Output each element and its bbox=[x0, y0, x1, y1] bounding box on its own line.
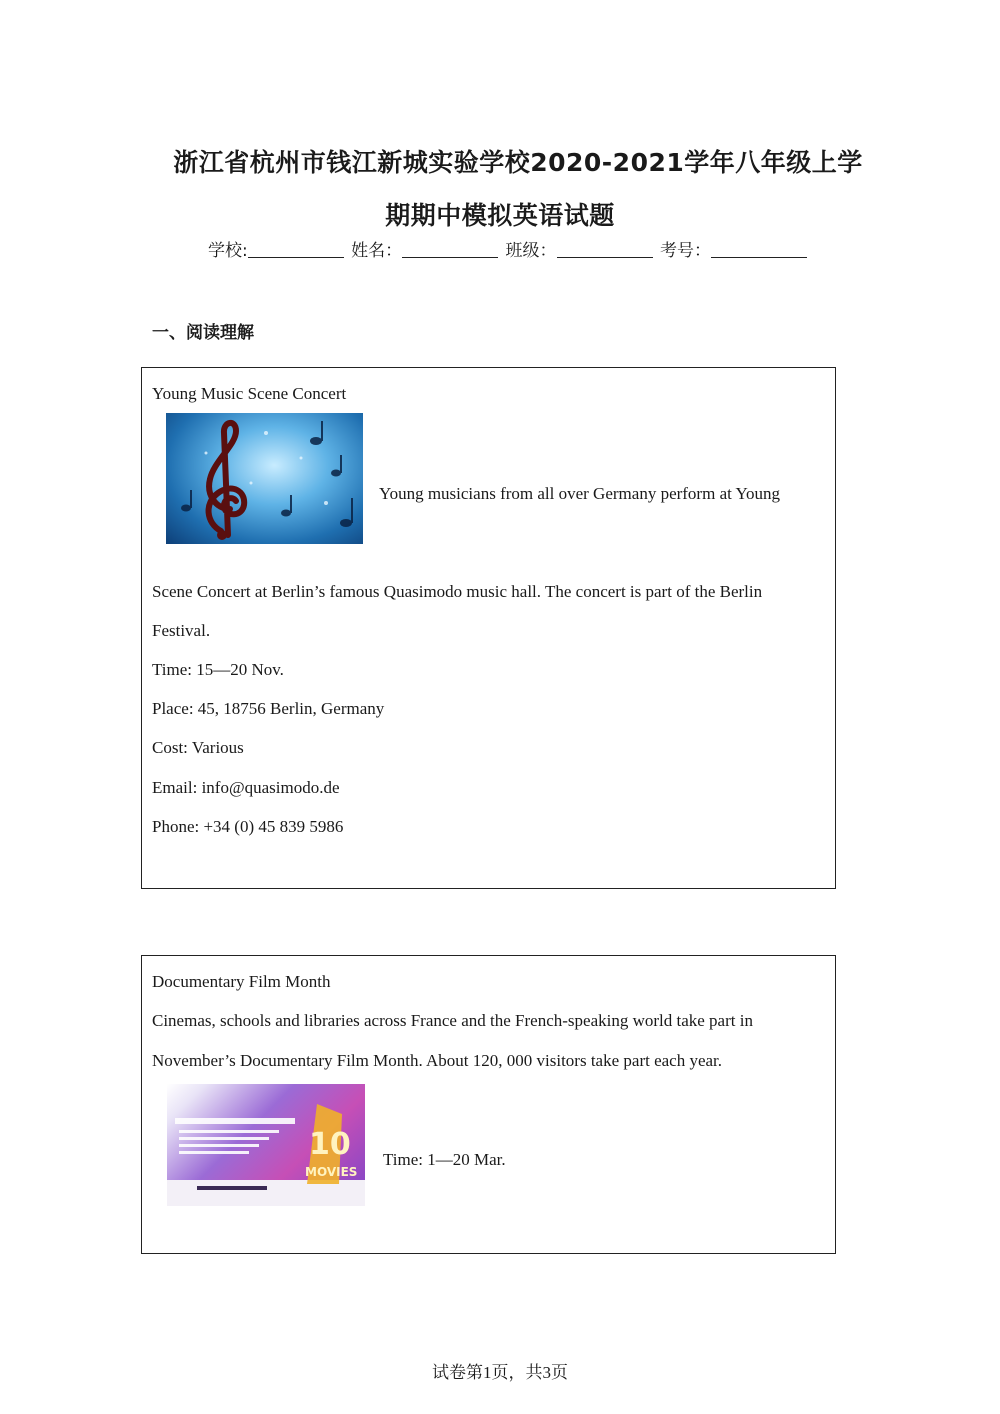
number-label: 考号： bbox=[659, 241, 711, 261]
concert-intro-text: Young musicians from all over Germany perform at Young bbox=[379, 484, 781, 503]
film-text-line-2: November’s Documentary Film Month. About 120, 000 visitors take part each year. bbox=[152, 1051, 723, 1070]
page-footer: 试卷第1页，共3页 bbox=[432, 1363, 568, 1382]
concert-heading: Young Music Scene Concert bbox=[152, 384, 347, 403]
student-info-line bbox=[208, 236, 809, 261]
concert-cost: Cost: Various bbox=[152, 738, 244, 757]
concert-text-line-2: Scene Concert at Berlin’s famous Quasimodo music hall. The concert is part of the Berlin bbox=[152, 582, 763, 601]
name-label: 姓名： bbox=[351, 241, 403, 261]
school-label: 学校: bbox=[208, 241, 248, 261]
class-blank bbox=[557, 241, 653, 258]
school-blank bbox=[248, 241, 344, 258]
name-blank bbox=[402, 241, 498, 258]
title-line-2: 期期中模拟英语试题 bbox=[385, 201, 615, 230]
title-line-1: 浙江省杭州市钱江新城实验学校2020-2021学年八年级上学 bbox=[173, 148, 863, 177]
concert-time: Time: 15—20 Nov. bbox=[152, 660, 284, 679]
section-title: 一、阅读理解 bbox=[152, 323, 254, 343]
number-blank bbox=[711, 241, 807, 258]
class-label: 班级： bbox=[505, 241, 557, 261]
music-notes-image bbox=[166, 413, 363, 544]
film-time: Time: 1—20 Mar. bbox=[383, 1150, 506, 1169]
concert-place: Place: 45, 18756 Berlin, Germany bbox=[152, 699, 385, 718]
music-notes-illustration bbox=[166, 413, 363, 544]
poster-movies: MOVIES bbox=[305, 1165, 358, 1179]
film-text-line-1: Cinemas, schools and libraries across France and the French-speaking world take part in bbox=[152, 1011, 753, 1030]
concert-phone: Phone: +34 (0) 45 839 5986 bbox=[152, 817, 344, 836]
film-heading: Documentary Film Month bbox=[152, 972, 331, 991]
poster-number: 10 bbox=[309, 1127, 351, 1162]
passage-box-film bbox=[141, 955, 836, 1254]
film-poster-illustration bbox=[167, 1084, 365, 1206]
concert-text-line-3: Festival. bbox=[152, 621, 211, 640]
concert-email: Email: info@quasimodo.de bbox=[152, 778, 340, 797]
passage-box-concert bbox=[141, 367, 836, 889]
film-poster-image bbox=[167, 1084, 365, 1206]
